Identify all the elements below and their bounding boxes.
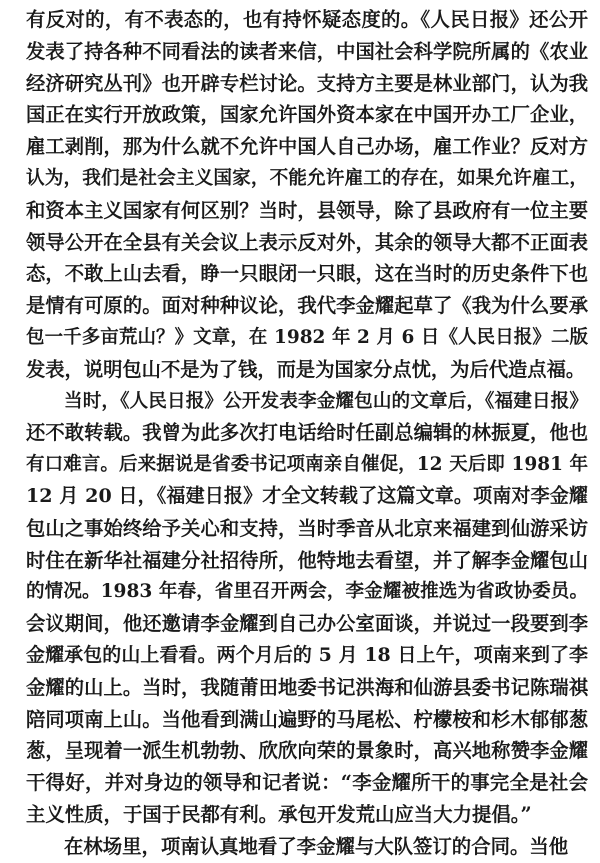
text-line: 有反对的，有不表态的，也有持怀疑态度的。《人民日报》还公开 (26, 8, 588, 31)
text-line: 包山之事始终给予关心和支持，当时季音从北京来福建到仙游采访 (26, 516, 588, 540)
text-line: 和资本主义国家有何区别？当时，县领导，除了县政府有一位主要 (26, 198, 588, 222)
text-line: 12 月 20 日，《福建日报》才全文转载了这篇文章。项南对李金耀 (26, 484, 588, 507)
body-text (26, 4, 588, 863)
text-line: 态，不敢上山去看，睁一只眼闭一只眼，这在当时的历史条件下也 (26, 262, 588, 286)
text-line: 包一千多亩荒山？》文章，在 1982 年 2 月 6 日《人民日报》二版 (26, 326, 588, 348)
paragraph-start-line: 在林场里，项南认真地看了李金耀与大队签订的合同。当他 (64, 834, 569, 858)
text-line: 还不敢转载。我曾为此多次打电话给时任副总编辑的林振夏，他也 (26, 421, 588, 445)
text-line: 是情有可原的。面对种种议论，我代李金耀起草了《我为什么要承 (26, 294, 588, 318)
text-line: 时住在新华社福建分社招待所，他特地去看望，并了解李金耀包山 (26, 548, 588, 572)
text-line: 葱，呈现着一派生机勃勃、欣欣向荣的景象时，高兴地称赞李金耀 (26, 739, 588, 763)
text-line: 雇工剥削，那为什么就不允许中国人自己办场，雇工作业？反对方 (26, 135, 588, 159)
text-line: 金耀的山上。当时，我随莆田地委书记洪海和仙游县委书记陈瑞祺 (26, 675, 588, 699)
text-line: 国正在实行开放政策，国家允许国外资本家在中国开办工厂企业， (26, 103, 588, 127)
text-line: 有口难言。后来据说是省委书记项南亲自催促，12 天后即 1981 年 (26, 454, 588, 476)
text-line: 发表了持各种不同看法的读者来信，中国社会科学院所属的《农业 (26, 39, 588, 63)
paragraph-end-line: 发表，说明包山不是为了钱，而是为国家分点忧，为后代造点福。 (26, 357, 586, 381)
text-line: 干得好，并对身边的领导和记者说：“李金耀所干的事完全是社会 (26, 771, 588, 795)
text-line: 会议期间，他还邀请李金耀到自己办公室面谈，并说过一段要到李 (26, 612, 588, 636)
paragraph-end-line: 主义性质，于国于民都有利。承包开发荒山应当大力提倡。” (26, 802, 532, 826)
text-line: 的情况。1983 年春，省里召开两会，李金耀被推选为省政协委员。 (26, 581, 588, 603)
text-line: 认为，我们是社会主义国家，不能允许雇工的存在，如果允许雇工， (26, 166, 588, 189)
paragraph-start-line: 当时，《人民日报》公开发表李金耀包山的文章后，《福建日报》 (64, 390, 588, 412)
text-line: 领导公开在全县有关会议上表示反对外，其余的领导大都不正面表 (26, 230, 588, 254)
text-line: 金耀承包的山上看看。两个月后的 5 月 18 日上午，项南来到了李 (26, 643, 588, 666)
text-line: 经济研究丛刊》也开辟专栏讨论。支持方主要是林业部门，认为我 (26, 71, 588, 95)
text-line: 陪同项南上山。当他看到满山遍野的马尾松、柠檬桉和杉木郁郁葱 (26, 707, 588, 731)
